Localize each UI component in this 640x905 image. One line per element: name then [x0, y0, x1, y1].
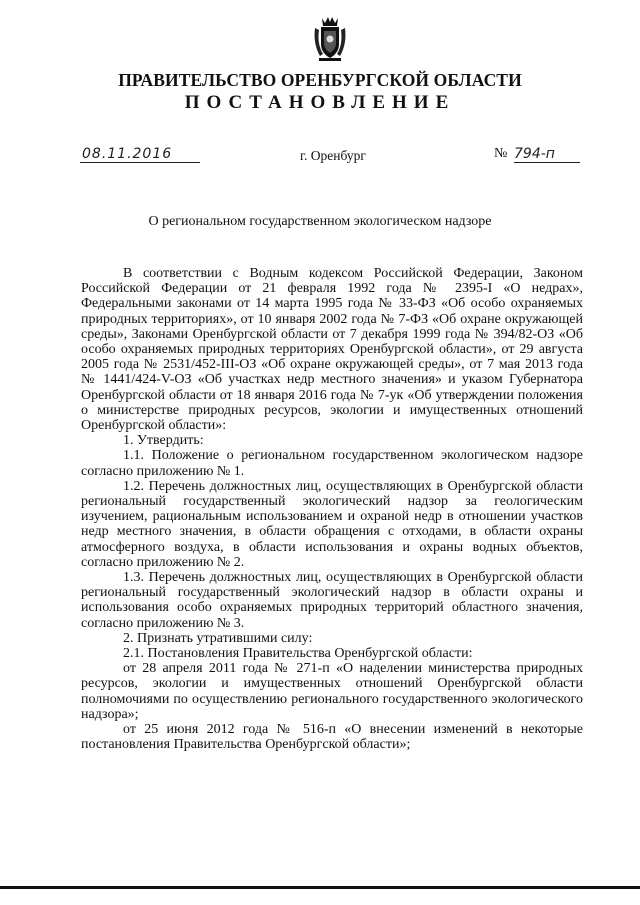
paragraph-item: 1. Утвердить:: [123, 433, 204, 449]
document-city: г. Оренбург: [300, 148, 366, 163]
paragraph-item: 2.1. Постановления Правительства Оренбургской области:: [123, 646, 473, 662]
page-bottom-divider: [0, 886, 640, 889]
paragraph-item: 1.3. Перечень должностных лиц, осуществляющих в Оренбургской области региональный государственный экологический надзор в области охраны и использования особо охраняемых природных территорий областного значения, согласно приложению № 3.: [81, 570, 583, 631]
paragraph-item: от 28 апреля 2011 года № 271-п «О наделении министерства природных ресурсов, экологии и имущественных отношений Оренбургской области полномочиями по осуществлению регионального государственного экологического надзора»;: [81, 661, 583, 722]
document-date: 08.11.2016: [80, 146, 200, 163]
coat-of-arms-icon: [306, 14, 354, 62]
document-type: ПОСТАНОВЛЕНИЕ: [184, 92, 456, 113]
document-body: [81, 266, 583, 753]
organization-name: ПРАВИТЕЛЬСТВО ОРЕНБУРГСКОЙ ОБЛАСТИ: [118, 70, 522, 90]
paragraph-preamble: В соответствии с Водным кодексом Российской Федерации, Законом Российской Федерации от 21 февраля 1992 года № 2395-I «О недрах», Федеральными законами от 14 марта 1995 года № 33-ФЗ «Об особо охраняемых природных территориях», от 10 января 2002 года № 7-ФЗ «Об охране окружающей среды», Законами Оренбургской области от 7 декабря 1999 года № 394/82-ОЗ «Об особо охраняемых природных территориях Оренбургской области», от 29 августа 2005 года № 2531/452-III-ОЗ «Об охране окружающей среды», от 7 мая 2013 года № 1441/424-V-ОЗ «Об участках недр местного значения» и указом Губернатора Оренбургской области от 18 января 2016 года № 7-ук «Об утверждении положения о министерстве природных ресурсов, экологии и имущественных отношений Оренбургской области»:: [81, 266, 583, 434]
document-title: О региональном государственном экологическом надзоре: [148, 214, 492, 229]
document-number-label: №: [494, 146, 508, 161]
paragraph-item: 1.1. Положение о региональном государственном экологическом надзоре согласно приложению № 1.: [81, 448, 583, 479]
paragraph-item: 1.2. Перечень должностных лиц, осуществляющих в Оренбургской области региональный государственный экологический надзор за геологическим изучением, рациональным использованием и охраной недр в отношении участков недр местного значения, в области обращения с отходами, в области охраны атмосферного воздуха, в области использования и охраны водных объектов, согласно приложению № 2.: [81, 478, 583, 570]
paragraph-item: 2. Признать утратившими силу:: [123, 630, 313, 646]
document-number: 794-п: [514, 146, 580, 163]
paragraph-item: от 25 июня 2012 года № 516-п «О внесении изменений в некоторые постановления Правительства Оренбургской области»;: [81, 722, 583, 753]
